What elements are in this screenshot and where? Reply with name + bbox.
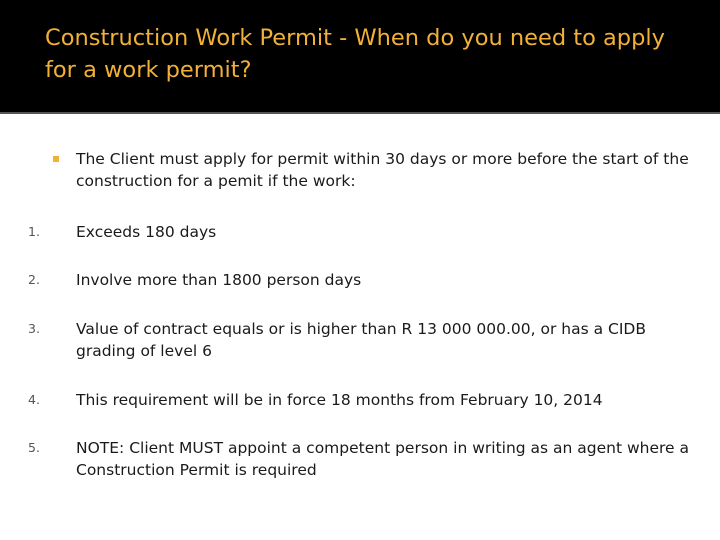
item-number: 2. <box>28 272 40 287</box>
list-item: Value of contract equals or is higher than R 13 000 000.00, or has a CIDB grading of level 6 <box>76 320 646 360</box>
slide-title: Construction Work Permit - When do you need to apply for a work permit? <box>45 25 665 83</box>
list-item: Involve more than 1800 person days <box>76 271 362 289</box>
square-bullet-icon <box>53 156 59 162</box>
title-divider <box>0 112 720 114</box>
list-item: NOTE: Client MUST appoint a competent person in writing as an agent where a Construction Permit is required <box>76 439 690 479</box>
item-number: 5. <box>28 440 40 455</box>
item-number: 1. <box>28 224 40 239</box>
intro-text: The Client must apply for permit within 30 days or more before the start of the construction for a pemit if the work: <box>76 150 689 190</box>
item-number: 3. <box>28 321 40 336</box>
list-item: This requirement will be in force 18 months from February 10, 2014 <box>76 391 603 409</box>
item-number: 4. <box>28 392 40 407</box>
list-item: Exceeds 180 days <box>76 223 217 241</box>
title-band <box>0 0 720 112</box>
